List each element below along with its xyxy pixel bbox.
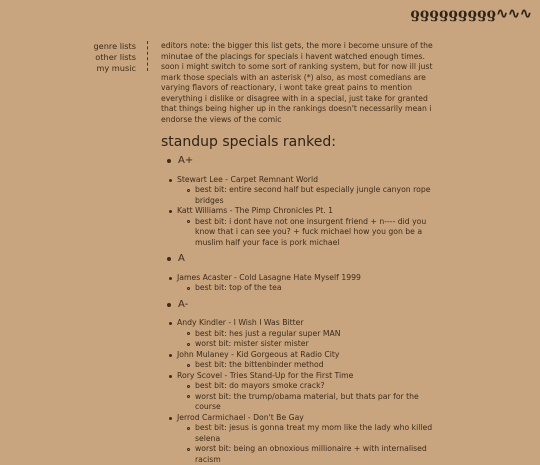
page-heading: standup specials ranked: — [161, 134, 433, 150]
special-title: John Mulaney - Kid Gorgeous at Radio City — [177, 350, 433, 361]
special-item — [169, 273, 433, 294]
tier-label: A+ — [178, 156, 193, 167]
bits-list — [177, 423, 433, 465]
editors-note: editors note: the bigger this list gets, the more i become unsure of the minutae of the placings for specials i havent watched enough times. soon i might switch to some sort of ranking system, but for now ill just mark those specials with an asterisk (*) also, as most comedians are varying flavors of reactionary, i wont take great pains to mention everything i dislike or disagree with in a special, just take for granted that things being higher up in the rankings doesn't necessarily mean i endorse the views of the comic — [161, 41, 433, 125]
bit-note: best bit: do mayors smoke crack? — [187, 381, 433, 392]
special-title: Stewart Lee - Carpet Remnant World — [177, 175, 433, 186]
bit-note: best bit: top of the tea — [187, 283, 433, 294]
bit-note: best bit: i dont have not one insurgent friend + n---- did you know that i can see you? + fuck michael how you gon be a muslim half your face is pork michael — [187, 217, 433, 249]
tier-label: A- — [178, 300, 188, 311]
tier-heading — [167, 156, 433, 167]
special-title: James Acaster - Cold Lasagne Hate Myself 1999 — [177, 273, 433, 284]
special-item — [169, 350, 433, 371]
special-item — [169, 413, 433, 465]
specials-list — [169, 318, 433, 465]
bit-note: best bit: entire second half but especially jungle canyon rope bridges — [187, 185, 433, 206]
special-item — [169, 175, 433, 207]
site-title-link[interactable]: ƍƍƍƍƍƍƍƍƍ∿∿∿ — [410, 6, 532, 22]
bits-list — [177, 217, 433, 249]
bits-list — [177, 381, 433, 413]
tier-label: A — [178, 254, 185, 265]
tier-heading — [167, 300, 433, 311]
main-content — [161, 41, 433, 465]
bit-note: best bit: the bittenbinder method — [187, 360, 433, 371]
bit-note: worst bit: mister sister mister — [187, 339, 433, 350]
special-title: Katt Williams - The Pimp Chronicles Pt. 1 — [177, 206, 433, 217]
special-item — [169, 371, 433, 413]
sidebar-nav — [60, 41, 136, 74]
bits-list — [177, 360, 433, 371]
bits-list — [177, 185, 433, 206]
bit-note: worst bit: the trump/obama material, but thats par for the course — [187, 392, 433, 413]
bullet-icon — [167, 303, 171, 307]
special-title: Andy Kindler - I Wish I Was Bitter — [177, 318, 433, 329]
bit-note: worst bit: being an obnoxious millionaire + with internalised racism — [187, 444, 433, 465]
bits-list — [177, 283, 433, 294]
tier-heading — [167, 254, 433, 265]
specials-list — [169, 273, 433, 294]
special-item — [169, 318, 433, 350]
bullet-icon — [167, 159, 171, 163]
bit-note: best bit: jesus is gonna treat my mom like the lady who killed selena — [187, 423, 433, 444]
special-item — [169, 206, 433, 248]
sidebar-link-my-music[interactable]: my music — [60, 63, 136, 74]
bullet-icon — [167, 257, 171, 261]
bits-list — [177, 329, 433, 350]
specials-list — [169, 175, 433, 249]
special-title: Rory Scovel - Tries Stand-Up for the First Time — [177, 371, 433, 382]
bit-note: best bit: hes just a regular super MAN — [187, 329, 433, 340]
tier-list — [161, 156, 433, 465]
sidebar-divider — [147, 41, 148, 71]
special-title: Jerrod Carmichael - Don't Be Gay — [177, 413, 433, 424]
sidebar-link-genre-lists[interactable]: genre lists — [60, 41, 136, 52]
sidebar-link-other-lists[interactable]: other lists — [60, 52, 136, 63]
